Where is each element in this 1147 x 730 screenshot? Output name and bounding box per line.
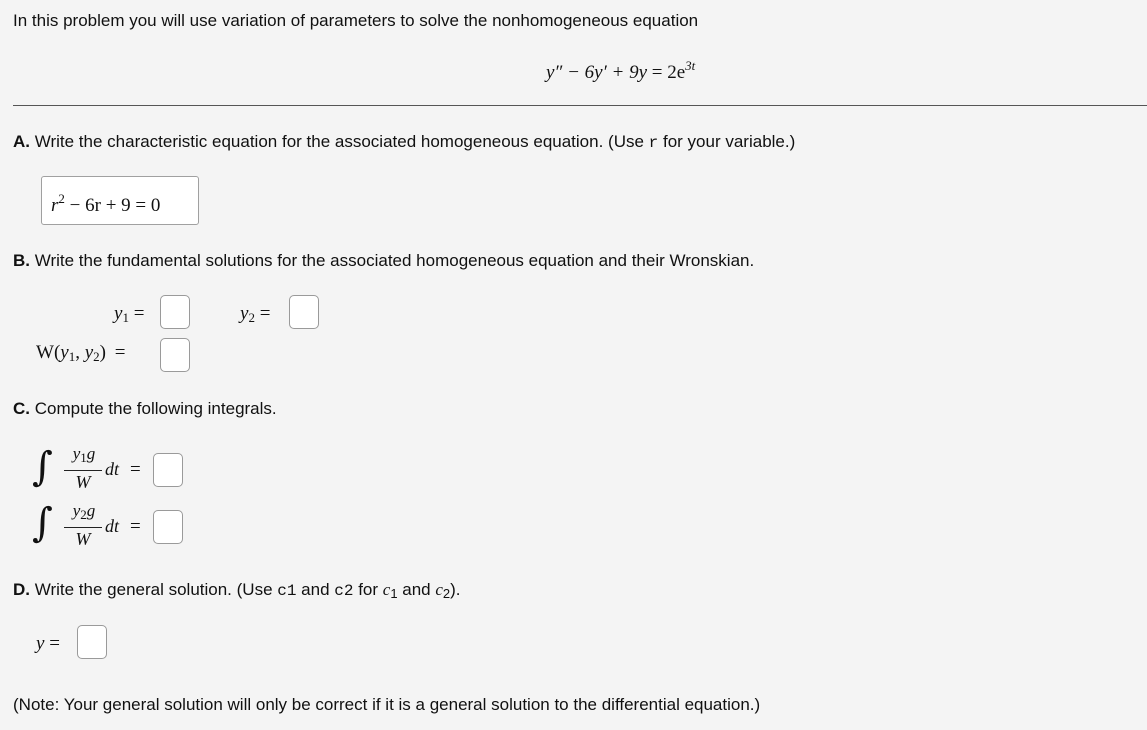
wronskian-equals: = [114,342,126,363]
part-a-variable: r [648,134,659,152]
integral-1-equals: = [130,459,141,480]
part-b-prompt [13,250,754,272]
part-c-prompt [13,398,277,420]
y1-label: $y_1$ = [114,303,145,325]
general-solution-answer-box[interactable] [77,625,107,659]
integral-2-equals: = [130,516,141,537]
y1-answer-box[interactable] [160,295,190,329]
general-solution-equals: = [49,633,60,654]
section-divider [13,105,1147,106]
intro-text: In this problem you will use variation of parameters to solve the nonhomogeneous equation [13,11,699,30]
integral-2-answer-box[interactable] [153,510,183,544]
integral-2-dt: dt [105,516,120,536]
wronskian-answer-box[interactable] [160,338,190,372]
char-eq-exponent: 2 [58,191,65,206]
part-a-letter: A. [13,132,30,151]
char-eq-r: r [51,195,59,216]
main-equation-lhs: y″ − 6y′ + 9y [546,62,648,83]
part-b-text: Write the fundamental solutions for the associated homogeneous equation and their Wronskian. [30,251,755,270]
char-eq-rest: − 6r + 9 = 0 [64,195,161,216]
y1-equals: = [133,303,145,324]
y2-equals: = [259,303,271,324]
integral-1-sign: ∫ [32,444,53,490]
integral-2-fraction-bar [64,527,102,528]
c2-math: c [435,580,443,599]
integral-1-fraction-bar [64,470,102,471]
characteristic-equation-value [51,191,160,217]
part-b-letter: B. [13,251,30,270]
characteristic-equation-field[interactable] [41,176,199,225]
part-a-text-after: for your variable.) [658,132,796,151]
integral-1-dt: dt [105,459,120,479]
part-c-letter: C. [13,399,30,418]
part-d-prompt: D. Write the general solution. (Use c1 and c2 for $c_1$ and $c_2$). [13,580,461,601]
y2-label: $y_2$ = [240,303,271,325]
integral-1-answer-box[interactable] [153,453,183,487]
main-equation-rhs: 2e [667,62,686,83]
c1-math: c [382,580,391,599]
integral-1-denominator: W [75,472,91,492]
part-a-text: Write the characteristic equation for the associated homogeneous equation. (Use [30,132,649,151]
note-text: (Note: Your general solution will only be correct if it is a general solution to the differential equation.) [13,695,761,714]
wronskian-label: $W(y_1$, $y_2$) = [36,342,126,364]
part-a-prompt [13,131,795,154]
part-c-text: Compute the following integrals. [30,399,277,418]
general-solution-label: y = [36,633,60,654]
integral-2-sign: ∫ [32,500,53,546]
y2-answer-box[interactable] [289,295,319,329]
main-equation-equals: = [651,62,663,83]
part-d-letter: D. [13,580,30,599]
c2-code: c2 [334,582,354,600]
main-equation [546,58,695,84]
integral-2-numerator: $y_2g$ [72,501,96,522]
integral-2-denominator: W [75,529,91,549]
integral-1-numerator: $y_1g$ [72,444,96,465]
main-equation-exponent: 3t [685,58,696,73]
c1-code: c1 [277,582,297,600]
